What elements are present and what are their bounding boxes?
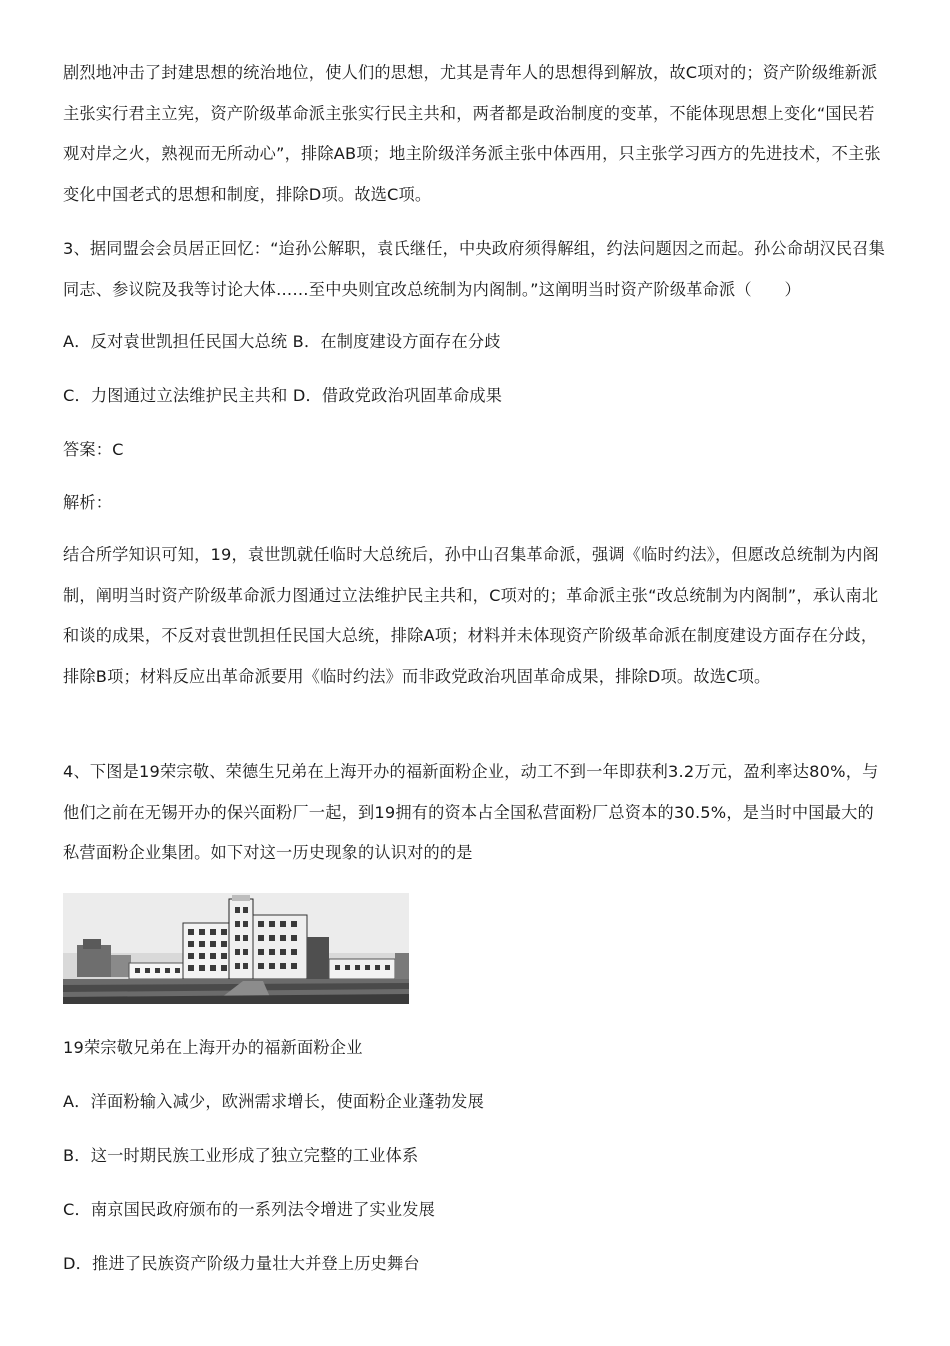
q3-analysis: 结合所学知识可知，19，袁世凯就任临时大总统后，孙中山召集革命派，强调《临时约法》，但愿改总统制为内阁制，阐明当时资产阶级革命派力图通过立法维护民主共和，C项对的；革命派主张“改总统制为内阁制”，承认南北和谈的成果，不反对袁世凯担任民国大总统，排除A项；材料并未体现资产阶级革命派在制度建设方面存在分歧，排除B项；材料反应出革命派要用《临时约法》而非政党政治巩固革命成果，排除D项。故选C项。 [63, 545, 879, 686]
q3-stem: 3、据同盟会会员居正回忆：“迨孙公解职，袁氏继任，中央政府须得解组，约法问题因之而起。孙公命胡汉民召集同志、参议院及我等讨论大体……至中央则宜改总统制为内阁制。”这阐明当时资产阶级革命派（ ） [63, 239, 886, 299]
factory-photo [63, 893, 409, 1004]
q3-options-ab: A．反对袁世凯担任民国大总统 B．在制度建设方面存在分歧 [63, 332, 501, 351]
q4-stem: 4、下图是19荣宗敬、荣德生兄弟在上海开办的福新面粉企业，动工不到一年即获利3.2万元，盈利率达80%，与他们之前在无锡开办的保兴面粉厂一起，到19拥有的资本占全国私营面粉厂总资本的30.5%，是当时中国最大的私营面粉企业集团。如下对这一历史现象的认识对的的是 [63, 762, 879, 862]
q4-option-d: D．推进了民族资产阶级力量壮大并登上历史舞台 [63, 1254, 420, 1273]
q3-options-cd: C．力图通过立法维护民主共和 D．借政党政治巩固革命成果 [63, 386, 503, 405]
q2-analysis-continued: 剧烈地冲击了封建思想的统治地位，使人们的思想，尤其是青年人的思想得到解放，故C项对的；资产阶级维新派主张实行君主立宪，资产阶级革命派主张实行民主共和，两者都是政治制度的变革，不能体现思想上变化“国民若观对岸之火，熟视而无所动心”，排除AB项；地主阶级洋务派主张中体西用，只主张学习西方的先进技术，不主张变化中国老式的思想和制度，排除D项。故选C项。 [63, 63, 881, 204]
q3-answer: 答案：C [63, 440, 124, 459]
q3-analysis-label: 解析： [63, 493, 113, 512]
q4-option-b: B．这一时期民族工业形成了独立完整的工业体系 [63, 1146, 419, 1165]
q4-option-c: C．南京国民政府颁布的一系列法令增进了实业发展 [63, 1200, 436, 1219]
q4-option-a: A．洋面粉输入减少，欧洲需求增长，使面粉企业蓬勃发展 [63, 1092, 484, 1111]
q4-image-caption: 19荣宗敬兄弟在上海开办的福新面粉企业 [63, 1038, 363, 1057]
